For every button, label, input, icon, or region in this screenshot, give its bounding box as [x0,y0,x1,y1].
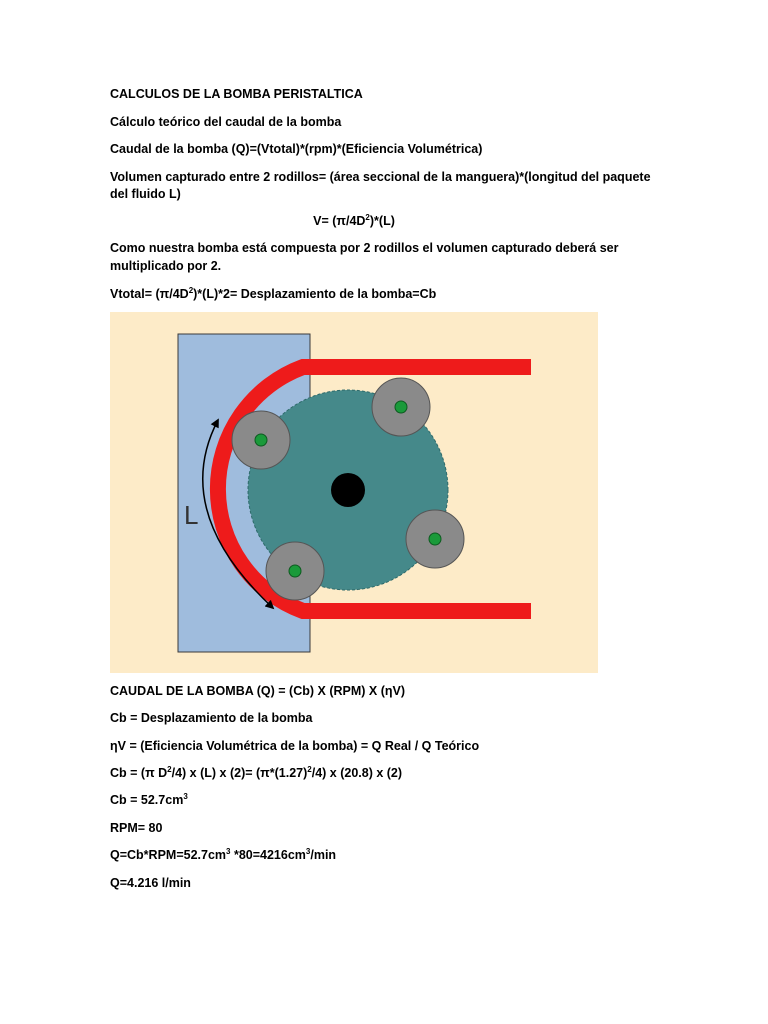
caudal-formula: Caudal de la bomba (Q)=(Vtotal)*(rpm)*(Eficiencia Volumétrica) [110,142,483,156]
peristaltic-pump-diagram [110,312,598,673]
rodillos-text-line1: Como nuestra bomba está compuesta por 2 rodillos el volumen capturado deberá ser [110,241,619,255]
page-title: CALCULOS DE LA BOMBA PERISTALTICA [110,87,363,101]
subtitle: Cálculo teórico del caudal de la bomba [110,115,342,129]
caudal-q-formula: CAUDAL DE LA BOMBA (Q) = (Cb) X (RPM) X (ηV) [110,684,406,698]
rpm-value: RPM= 80 [110,821,163,835]
cb-definition: Cb = Desplazamiento de la bomba [110,711,313,725]
volumen-text-line2: del fluido L) [110,187,181,201]
cb-calculation: Cb = (π $D^2/4$) x (L) x $(2)= (\pi*(1.27)^2/4)$ x (20.8) x (2) [110,764,403,780]
efficiency-definition: ηV = (Eficiencia Volumétrica de la bomba) = Q Real / Q Teórico [110,739,480,753]
rotor-axle [331,473,365,507]
roller-bottom-right [406,510,464,568]
roller-top-left [232,411,290,469]
volumen-text-line1: Volumen capturado entre 2 rodillos= (área seccional de la manguera)*(longitud del paquete [110,170,651,184]
q-calculation: $Q=Cb*RPM=52.7cm^3$ $*80=4216cm^3/\min$ [110,846,337,862]
rodillos-text-line2: multiplicado por 2. [110,259,222,273]
vtotal-formula: Vtotal= $(\pi/4D^2)*(L)*2=$ Desplazamiento de la bomba=Cb [110,285,437,301]
q-result: Q=4.216 l/min [110,876,191,890]
roller-bottom-left [266,542,324,600]
roller-top-right [372,378,430,436]
length-label: L [184,500,199,530]
cb-result: $Cb = 52.7cm^3$ [110,791,188,807]
v-formula: $V= (\pi/4D^2)*(L)$ [313,212,395,228]
